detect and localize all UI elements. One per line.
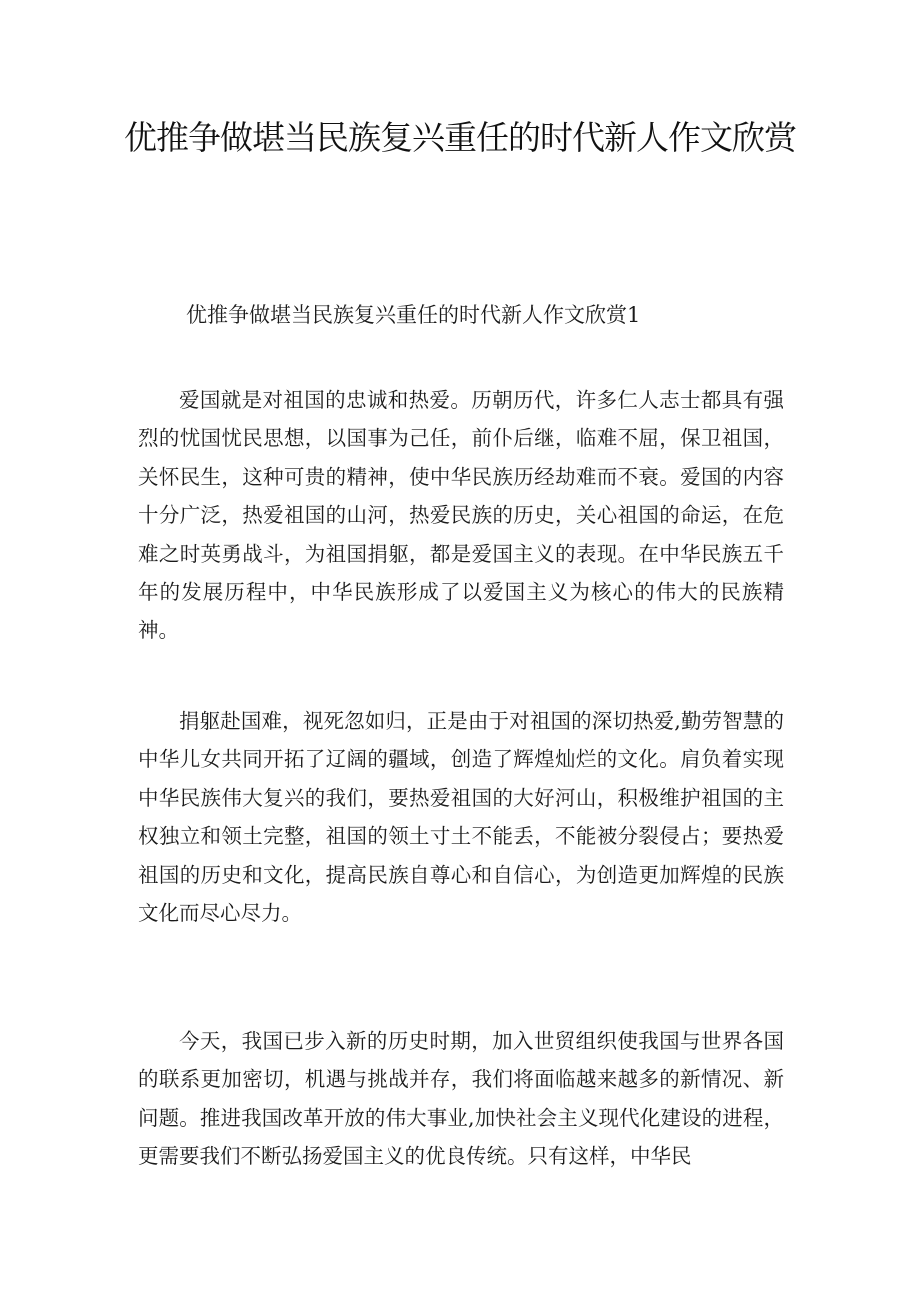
document-title: 优推争做堪当民族复兴重任的时代新人作文欣赏 bbox=[124, 118, 796, 157]
paragraph-1: 爱国就是对祖国的忠诚和热爱。历朝历代，许多仁人志士都具有强烈的忧国忧民思想，以国事为己任，前仆后继，临难不屈，保卫祖国，关怀民生，这种可贵的精神，使中华民族历经劫难而不衰。爱国的内容十分广泛，热爱祖国的山河，热爱民族的历史，关心祖国的命运，在危难之时英勇战斗，为祖国捐躯，都是爱国主义的表现。在中华民族五千年的发展历程中，中华民族形成了以爱国主义为核心的伟大的民族精神。 bbox=[138, 388, 784, 643]
paragraph-2: 捐躯赴国难，视死忽如归，正是由于对祖国的深切热爱,勤劳智慧的中华儿女共同开拓了辽阔的疆域，创造了辉煌灿烂的文化。肩负着实现中华民族伟大复兴的我们，要热爱祖国的大好河山，积极维护祖国的主权独立和领土完整，祖国的领土寸土不能丢，不能被分裂侵占；要热爱祖国的历史和文化，提高民族自尊心和自信心，为创造更加辉煌的民族文化而尽心尽力。 bbox=[138, 709, 784, 926]
paragraph-3: 今天，我国已步入新的历史时期，加入世贸组织使我国与世界各国的联系更加密切，机遇与挑战并存，我们将面临越来越多的新情况、新问题。推进我国改革开放的伟大事业,加快社会主义现代化建设的进程，更需要我们不断弘扬爱国主义的优良传统。只有这样，中华民 bbox=[138, 1029, 784, 1169]
section-heading: 优推争做堪当民族复兴重任的时代新人作文欣赏1 bbox=[186, 303, 641, 327]
